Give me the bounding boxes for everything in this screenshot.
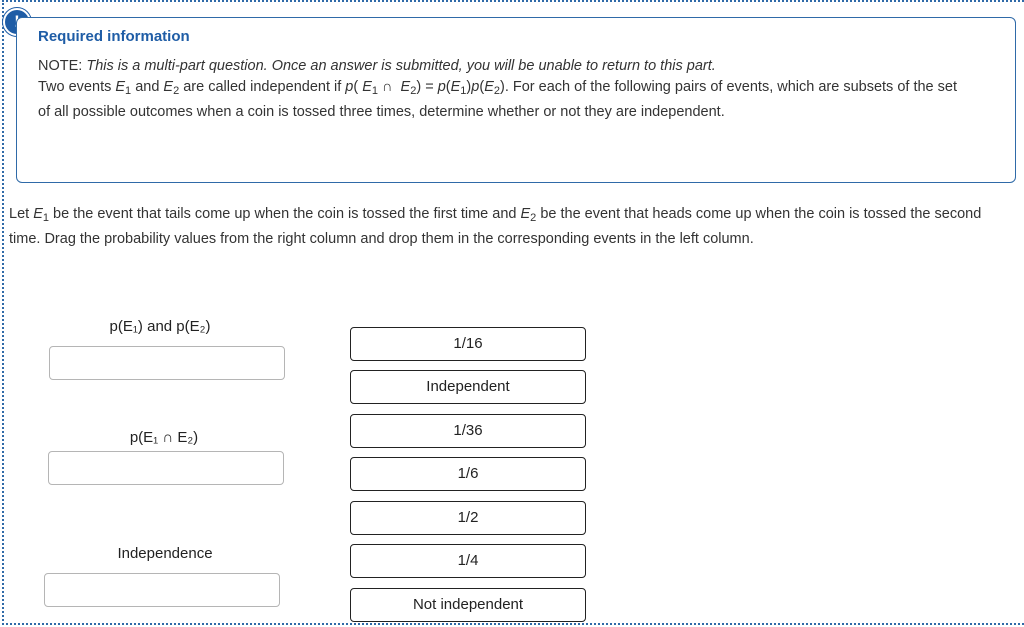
definition-text: Two events $E_1$ and $E_2$ are called independent if p( $E_1$ ∩ $E_2) = p(E_1)p(E_2)$. For each of the following pairs of events, which are subsets of the set of all possible outcomes when a coin is tossed three times, determine whether or not they are independent. (38, 79, 957, 120)
option-1-36[interactable]: 1/36 (350, 414, 586, 448)
option-1-4[interactable]: 1/4 (350, 544, 586, 578)
drop-zone-intersection[interactable] (48, 451, 284, 485)
option-1-6[interactable]: 1/6 (350, 457, 586, 491)
note-line (38, 58, 716, 74)
note-prefix: NOTE: (38, 58, 87, 74)
note-text: This is a multi-part question. Once an answer is submitted, you will be unable to return to this part. (86, 58, 716, 74)
drop-zone-probabilities[interactable] (49, 346, 285, 380)
option-independent[interactable]: Independent (350, 370, 586, 404)
target-label-intersection: p(E₁ ∩ E₂) (129, 429, 199, 446)
question-text: Let $E_1$ be the event that tails come up when the coin is tossed the first time and $E_2$ be the event that heads come up when the coin is tossed the second time. Drag the probability values from the right column and drop them in the corresponding events in the left column. (9, 206, 982, 247)
option-not-independent[interactable]: Not independent (350, 588, 586, 622)
info-title: Required information (38, 28, 190, 45)
target-label-independence: Independence (117, 545, 213, 562)
option-1-16[interactable]: 1/16 (350, 327, 586, 361)
option-1-2[interactable]: 1/2 (350, 501, 586, 535)
drop-zone-independence[interactable] (44, 573, 280, 607)
target-label-probabilities: p(E₁) and p(E₂) (109, 318, 211, 335)
